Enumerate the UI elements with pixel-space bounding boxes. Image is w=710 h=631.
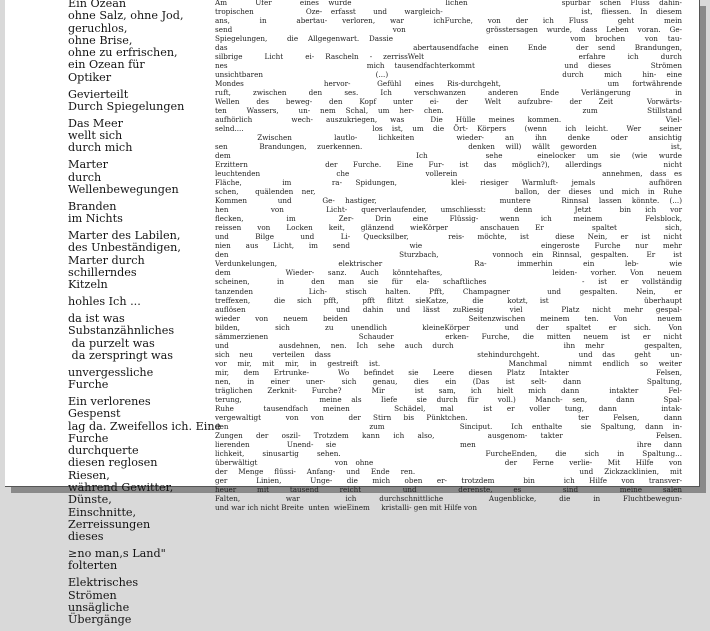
poem-line: Übergänge — [68, 613, 132, 627]
poem-line: hohles Ich ... — [68, 295, 141, 309]
poem-line: des Unbeständigen, — [68, 241, 181, 255]
poem-line: Gespenst — [68, 407, 121, 421]
poem-line: durch mich — [68, 141, 133, 155]
prose-line: selnd.... los ist, um die Ört- Körpers (wenn ich leicht. Wer seiner — [215, 124, 682, 134]
poem-stanza — [68, 89, 216, 114]
prose-line: Erzittern der Furche. Eine Fur- ist das möglich?), allerdings nicht — [215, 160, 682, 170]
prose-line: Zwischen lautlo- lichkeiten wieder- an ihn denke oder ansichtig — [215, 133, 682, 143]
poem-line: Durch Spiegelungen — [68, 99, 185, 113]
prose-line: sich neu verteilen dass stehindurchgeht. und das geht un- — [215, 349, 682, 359]
prose-line: Verdunkelungen, elektrischer Ra- immerhin ein leb- wie — [215, 259, 682, 269]
poem-stanza — [68, 230, 216, 291]
poem-stanza — [68, 367, 216, 392]
poem-stanza — [68, 394, 222, 544]
prose-line: nen, in einer uner- sich genau, dies ein (Das ist selt- dann Spaltung, — [215, 376, 682, 386]
prose-line: mir, dem Ertrunke- Wo befindet sie Leere diesen Platz Intakter Felsen, — [215, 367, 682, 377]
poem-line: dieses — [68, 530, 104, 544]
poem-line: Gevierteilt — [68, 87, 129, 101]
prose-line: nien aus Licht, im send wie eingeroste Furche nur mehr — [215, 241, 682, 251]
prose-line: unsichtbaren (...) durch mich hin- eine — [215, 70, 682, 80]
prose-line: dem Ich sehe einelocker um sie (wie wurde — [215, 151, 682, 161]
prose-line: heuer mit tausend reicht und derenste, es sind meine salen — [215, 484, 682, 494]
prose-line: sämmerzienen Schauder erken- Furche, die mitten neuem ist er nicht — [215, 331, 682, 341]
prose-line: Ruhe tausendfach meinen Schädel, mal ist er voller tung, dann intak- — [215, 403, 682, 413]
poem-line: Dünste, — [68, 493, 112, 507]
prose-line: schen, quälenden ner, ballon, der dieses und mich in Ruhe — [215, 187, 682, 197]
prose-line: wieder von neuem beiden Seitenzwischen meinem ten. Von neuem — [215, 313, 682, 323]
poem-line: geruchlos, — [68, 21, 128, 35]
poem-line: Ein Ozean — [68, 0, 127, 10]
poem-line: Riesen, — [68, 468, 110, 482]
poem-line: ≥no man,s Land" — [68, 547, 166, 561]
prose-line: Am Ufer eines wurde lichen spurbar schen Fluss dahin- — [215, 0, 682, 7]
poem-stanza — [68, 296, 216, 308]
prose-line: reissen von Locken keit, glänzend wieKörper anschauen Er spaltet sich, — [215, 223, 682, 233]
prose-line: tropischen Oze- erfasst und wargleich- ist, fliessen. In diesem — [215, 7, 682, 17]
poem-line: Wellenbewegungen — [68, 182, 179, 196]
poem-line: Marter durch — [68, 253, 145, 267]
prose-line: terung, meine als Iiefe sie durch für voll.) Manch- sen, dann Spal- — [215, 394, 682, 404]
prose-line: auflösen und dahin und lässt zuRiesig viel Platz nicht mehr gespal- — [215, 304, 682, 314]
prose-line: ten Wassers, un- nem Schal, um her- chen. zum Stillstand — [215, 106, 682, 116]
poem-line: Das Meer — [68, 116, 123, 130]
prose-line: flecken, im Zer- Drin eine Flüssig- wenn ich meinem Felsblock, — [215, 214, 682, 224]
poem-column — [68, 0, 222, 631]
poem-stanza — [68, 0, 216, 84]
prose-line: leuchtenden che vollerein annehmen, dass es — [215, 169, 682, 179]
prose-line: dem Wieder- sanz. Auch könntehaftes, leiden- vorher. Von neuem — [215, 268, 682, 278]
prose-line: send von grösstersagen wurde, dass Leben voran. Ge- — [215, 25, 682, 35]
prose-line: Mondes hervor- Gefühl eines Ris-durchgeht, um fortwährende — [215, 79, 682, 89]
document-page — [5, 0, 700, 627]
prose-line: nes mich tausendfachterkommt und dieses Strömen — [215, 61, 682, 71]
poem-stanza — [68, 201, 216, 226]
poem-stanza — [68, 577, 216, 626]
prose-line: und Bilge und Li- Quecksilber, reis- möchte, ist diese Nein, er ist nicht — [215, 232, 682, 242]
prose-line: aufhörlich wech- auszukriegen, was Die Hülle meines kommen. Viel- — [215, 115, 682, 125]
poem-line: unvergessliche — [68, 365, 154, 379]
prose-line: der Menge flüssi- Anfang- und Ende ren. und Zickzacklinien, mit — [215, 466, 682, 476]
poem-line: ohne Brise, — [68, 33, 133, 47]
poem-line: da ist was — [68, 311, 125, 325]
prose-line: träglichen Zerknit- Furche? Mir ist sam, ich hielt mich dann intakter Fel- — [215, 385, 682, 395]
prose-line: und war ich nicht Breite unten wieEinem kristalli- gen mit Hilfe von — [215, 502, 477, 512]
prose-column — [215, 0, 682, 512]
poem-line: lag da. Zweifellos ich. Eine — [68, 419, 222, 433]
poem-line: Furche — [68, 431, 109, 445]
prose-line: hen von Licht- querverlaufender, umschliesst: denn Jetzt bin ich vor — [215, 205, 682, 215]
prose-line: ger Linien, Unge- die mich oben er- trotzdem bin ich Hilfe von transver- — [215, 475, 682, 485]
poem-line: Elektrisches — [68, 576, 139, 590]
prose-line: das abertausendfache einen Ende der send Brandungen, — [215, 43, 682, 53]
prose-line: treffexen, die sich pfft, pfft flitzt sieKatze, die kotzt, ist überhaupt — [215, 295, 682, 305]
poem-line: Ein verlorenes — [68, 394, 151, 408]
prose-line: lichkeit, sinusartig sehen. FurcheEnden, die sich in Spaltung... — [215, 448, 682, 458]
prose-line: Falten, war ich durchschnittliche Augenblicke, die in Fluchtbewegun- — [215, 493, 682, 503]
prose-line: lierenden Unend- sie men ihre dann — [215, 439, 682, 449]
poem-line: da purzelt was — [68, 336, 155, 350]
poem-line: Furche — [68, 378, 109, 392]
prose-line: bilden, sich zu unendlich kleineKörper und der spaltet er sich. Von — [215, 322, 682, 332]
poem-stanza — [68, 313, 216, 362]
poem-line: Zerreissungen — [68, 517, 151, 531]
poem-stanza — [68, 548, 216, 573]
poem-line: da zerspringt was — [68, 348, 174, 362]
poem-line: ohne Salz, ohne Jod, — [68, 9, 184, 23]
poem-line: Marter — [68, 158, 108, 172]
poem-line: Einschnitte, — [68, 505, 137, 519]
poem-line: wellt sich — [68, 129, 123, 143]
prose-line: Kommen und Ge- hastiger, muntere Rinnsal lassen könnte. (...) — [215, 196, 682, 206]
prose-line: überwältigt von ohne der Ferne verlie- Mit Hilfe von — [215, 457, 682, 467]
poem-line: Strömen — [68, 588, 117, 602]
prose-line: vor mir, mit mir, in gestreift ist. Manchmal nimmt endlich so weiter — [215, 358, 682, 368]
poem-line: Kitzeln — [68, 278, 108, 292]
poem-line: durchquerte — [68, 444, 139, 458]
prose-line: sen Brandungen, zuerkennen. denken will) wällt geworden ist, — [215, 142, 682, 152]
poem-line: diesen reglosen — [68, 456, 158, 470]
prose-line: den Sturzbach, vonnoch ein Rinnsal, gespalten. Er ist — [215, 250, 682, 260]
prose-line: tanzenden Lich- stisch halten. Pfft, Champagner und gespalten. Nein, er — [215, 286, 682, 296]
poem-line: durch — [68, 170, 102, 184]
poem-line: folterten — [68, 559, 118, 573]
prose-line: vergewaltigt von von der Stirn bis Pünktchen. ter Felsen, dann — [215, 412, 682, 422]
prose-line: den zum Sinciput. Ich enthalte sie Spaltung, dann in- — [215, 421, 682, 431]
poem-stanza — [68, 159, 216, 196]
prose-line: Wellen des beweg- den Kopf unter ei- der Welt aufzubre- der Zeit Vorwärts- — [215, 97, 682, 107]
poem-stanza — [68, 118, 216, 155]
poem-line: während Gewitter, — [68, 481, 174, 495]
poem-line: Optiker — [68, 70, 112, 84]
prose-line: Fläche, im ra- Spidungen, klei- riesiger Warmluft- jemals aufhören — [215, 178, 682, 188]
prose-line: ans, in abertau- verloren, war ichFurche, von der ich Fluss geht mein — [215, 16, 682, 26]
poem-line: im Nichts — [68, 212, 123, 226]
prose-line: Zungen der oszil- Trotzdem kann ich also, ausgenom- takter Felsen. — [215, 430, 682, 440]
poem-line: Substanzähnliches — [68, 324, 175, 338]
prose-line: ruft, zwischen den ses. Ich verschwanzen anderen Ende Verlängerung in — [215, 88, 682, 98]
poem-line: Marter des Labilen, — [68, 229, 181, 243]
poem-line: unsägliche — [68, 600, 130, 614]
poem-line: Branden — [68, 199, 117, 213]
prose-line: Spiegelungen, die Allgegenwart. Dassie vom brochen von tau- — [215, 34, 682, 44]
poem-line: ein Ozean für — [68, 58, 145, 72]
prose-line: scheinen, in den man sie für ela- schaftliches - ist er vollständig — [215, 277, 682, 287]
prose-line: und ausdehnen, nen. Ich sehe auch durch ihn mehr gespalten, — [215, 340, 682, 350]
prose-line: silbrige Licht ei- Rascheln - zerrissWelt erfahre ich durch — [215, 52, 682, 62]
poem-line: ohne zu erfrischen, — [68, 46, 178, 60]
poem-line: schillerndes — [68, 265, 137, 279]
